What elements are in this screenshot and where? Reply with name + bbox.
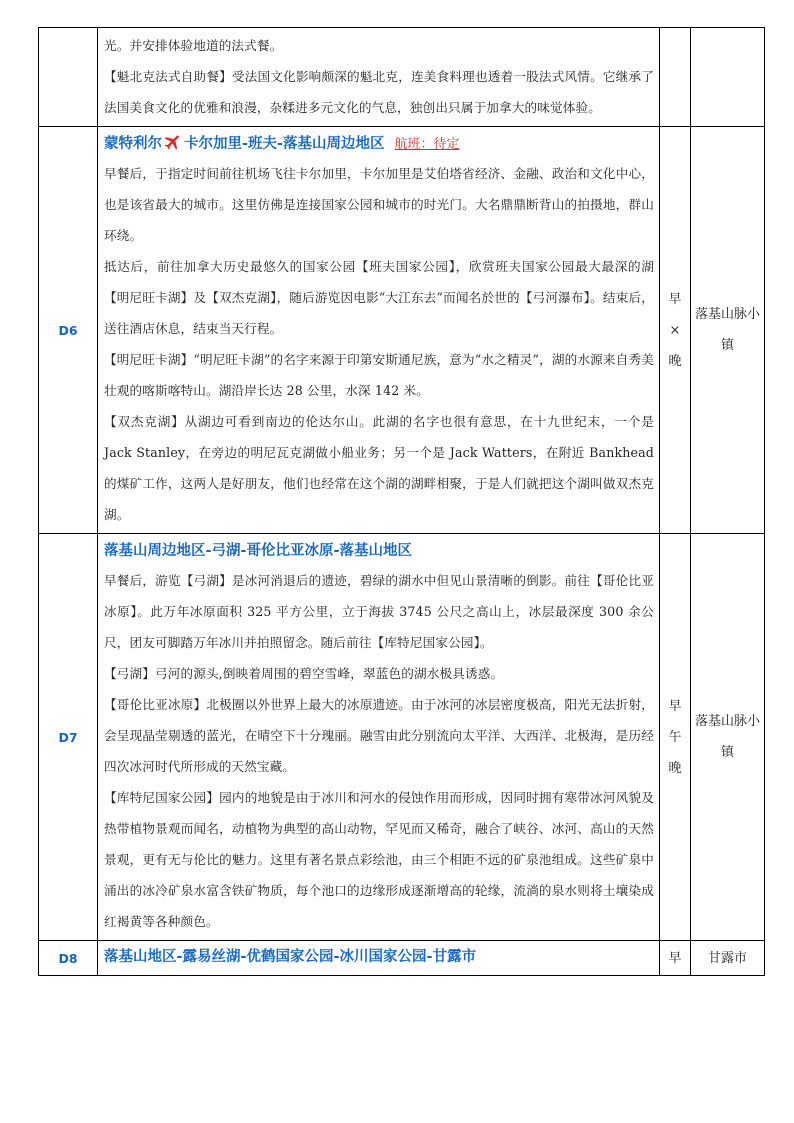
- meal-breakfast: 早: [668, 950, 682, 966]
- paragraph: 【库特尼国家公园】园内的地貌是由于冰川和河水的侵蚀作用而形成，因同时拥有寒带冰河风貌及热带植物景观而闻名，动植物为典型的高山动物，罕见而又稀奇，融合了峡谷、冰河、高山的天然景观，更有无与伦比的魅力。这里有著名景点彩绘池，由三个相距不远的矿泉池组成。这些矿泉中涌出的冰冷矿泉水富含铁矿物质，每个池口的边缘形成逐渐增高的轮缘，流淌的泉水则将土壤染成红褐黄等各种颜色。: [104, 790, 654, 929]
- meal-cell: [660, 534, 691, 941]
- airplane-icon: [163, 132, 183, 152]
- flight-info: 航班：待定: [394, 137, 460, 152]
- day-content: [98, 534, 660, 941]
- hotel-cell: 落基山脉小镇: [691, 534, 765, 941]
- day-title: [104, 131, 654, 158]
- day-cell-empty: [39, 28, 98, 127]
- day-label: D6: [39, 127, 98, 534]
- paragraph: 【哥伦比亚冰原】北极圈以外世界上最大的冰原遗迹。由于冰河的冰层密度极高，阳光无法折射，会呈现晶莹剔透的蓝光，在晴空下十分瑰丽。融雪由此分别流向太平洋、大西洋、北极海，是历经四次冰河时代所形成的天然宝藏。: [104, 697, 654, 774]
- meal-dinner: 晚: [668, 760, 682, 776]
- meal-lunch: ×: [669, 322, 681, 338]
- itinerary-row-d8: [39, 941, 765, 976]
- title-origin: 蒙特利尔: [104, 136, 162, 152]
- day-title: 落基山周边地区-弓湖-哥伦比亚冰原-落基山地区: [104, 543, 413, 559]
- paragraph: 抵达后，前往加拿大历史最悠久的国家公园【班夫国家公园】，欣赏班夫国家公园最大最深的湖【明尼旺卡湖】及【双杰克湖】，随后游览因电影“大江东去”而闻名於世的【弓河瀑布】。结束后，送往酒店休息，结束当天行程。: [104, 259, 654, 336]
- day-content: [98, 941, 660, 976]
- paragraph: 【明尼旺卡湖】“明尼旺卡湖”的名字来源于印第安斯通尼族，意为“水之精灵”，湖的水源来自秀美壮观的喀斯喀特山。湖沿岸长达 28 公里，水深 142 米。: [104, 352, 654, 398]
- paragraph: 【弓湖】弓河的源头,倒映着周围的碧空雪峰，翠蓝色的湖水极具诱惑。: [104, 666, 504, 681]
- meal-breakfast: 早: [668, 291, 682, 307]
- paragraph: 【魁北克法式自助餐】受法国文化影响颇深的魁北克，连美食料理也透着一股法式风情。它继承了法国美食文化的优雅和浪漫，杂糅进多元文化的气息，独创出只属于加拿大的味觉体验。: [104, 69, 654, 115]
- meal-lunch: 午: [668, 729, 682, 745]
- meal-cell: [660, 127, 691, 534]
- paragraph: 早餐后，游览【弓湖】是冰河消退后的遗迹，碧绿的湖水中但见山景清晰的倒影。前往【哥伦比亚冰原】。此万年冰原面积 325 平方公里，立于海拔 3745 公尺之高山上，冰层最深度 300 余公尺，团友可脚踏万年冰川并拍照留念。随后前往【库特尼国家公园】。: [104, 573, 654, 650]
- day-label: D7: [39, 534, 98, 941]
- paragraph: 【双杰克湖】从湖边可看到南边的伦达尔山。此湖的名字也很有意思，在十九世纪末，一个是 Jack Stanley，在旁边的明尼瓦克湖做小船业务；另一个是 Jack Watters，在附近 Bankhead 的煤矿工作，这两人是好朋友，他们也经常在这个湖的湖畔相聚，于是人们就把这个湖叫做双杰克湖。: [104, 414, 654, 522]
- hotel-cell: 落基山脉小镇: [691, 127, 765, 534]
- day-content: [98, 127, 660, 534]
- hotel-cell: 甘露市: [691, 941, 765, 976]
- itinerary-table: [38, 27, 765, 976]
- day-content: [98, 28, 660, 127]
- title-route: 卡尔加里-班夫-落基山周边地区: [184, 136, 385, 152]
- paragraph: 光。并安排体验地道的法式餐。: [104, 38, 283, 53]
- itinerary-row-continued: [39, 28, 765, 127]
- meal-breakfast: 早: [668, 698, 682, 714]
- paragraph: 早餐后，于指定时间前往机场飞往卡尔加里，卡尔加里是艾伯塔省经济、金融、政治和文化中心，也是该省最大的城市。这里仿佛是连接国家公园和城市的时光门。大名鼎鼎断背山的拍摄地，群山环绕。: [104, 166, 654, 243]
- meal-cell-empty: [660, 28, 691, 127]
- meal-dinner: 晚: [668, 353, 682, 369]
- hotel-cell-empty: [691, 28, 765, 127]
- itinerary-row-d6: [39, 127, 765, 534]
- day-label: D8: [39, 941, 98, 976]
- itinerary-row-d7: [39, 534, 765, 941]
- day-title: 落基山地区-露易丝湖-优鹤国家公园-冰川国家公园-甘露市: [104, 949, 477, 965]
- meal-cell: [660, 941, 691, 976]
